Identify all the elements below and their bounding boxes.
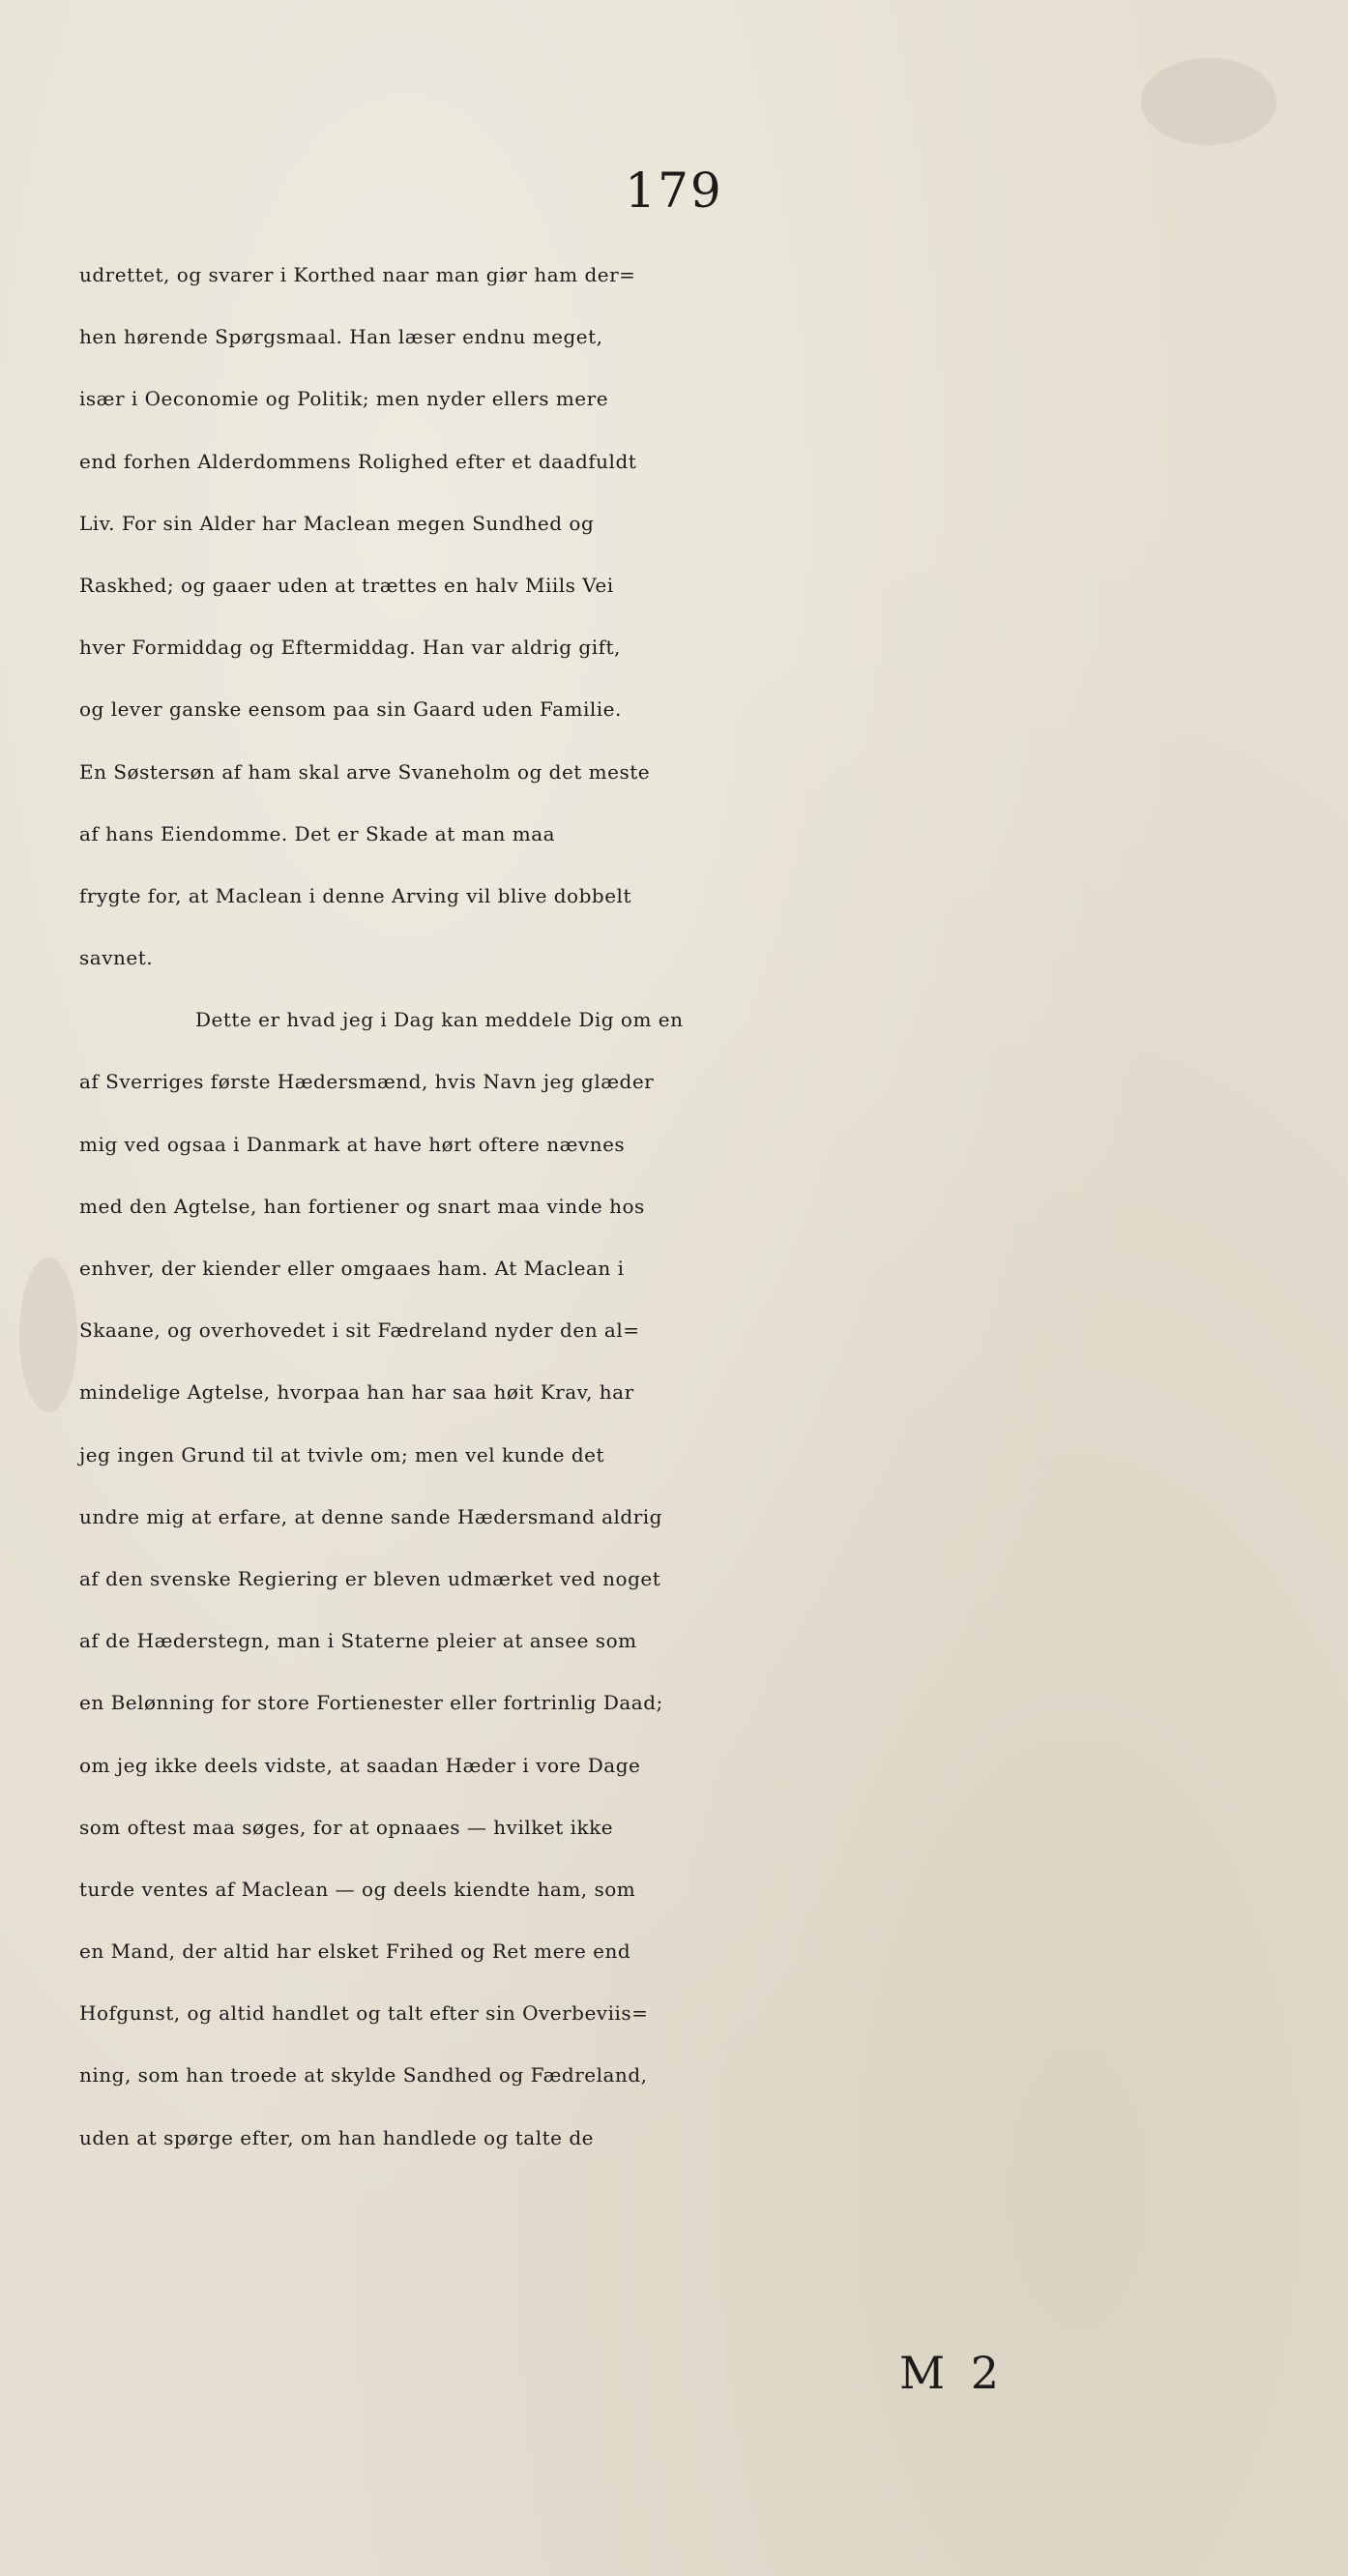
text-line: savnet.	[79, 946, 154, 970]
text-line: undre mig at erfare, at denne sande Hædersmand aldrig	[79, 1504, 662, 1528]
text-line: hver Formiddag og Eftermiddag. Han var aldrig gift,	[79, 636, 621, 660]
text-line: af den svenske Regiering er bleven udmærket ved noget	[79, 1566, 661, 1590]
paper-stain	[1141, 58, 1276, 145]
text-line: og lever ganske eensom paa sin Gaard uden Familie.	[79, 697, 622, 722]
text-line: hen hørende Spørgsmaal. Han læser endnu meget,	[79, 325, 603, 349]
text-line: især i Oeconomie og Politik; men nyder ellers mere	[79, 387, 609, 411]
text-line: enhver, der kiender eller omgaaes ham. At Maclean i	[79, 1257, 625, 1280]
page-number: 179	[625, 163, 723, 219]
text-line: jeg ingen Grund til at tvivle om; men vel kunde det	[79, 1442, 605, 1466]
text-line: mig ved ogsaa i Danmark at have hørt oftere nævnes	[79, 1132, 626, 1156]
text-line: en Mand, der altid har elsket Frihed og Ret mere end	[79, 1939, 631, 1964]
text-line: uden at spørge efter, om han handlede og talte de	[79, 2125, 594, 2149]
text-line: med den Agtelse, han fortiener og snart maa vinde hos	[79, 1194, 645, 1218]
text-line: Skaane, og overhovedet i sit Fædreland nyder den al=	[79, 1318, 640, 1343]
text-line: Raskhed; og gaaer uden at trættes en halv Miils Vei	[79, 573, 614, 597]
text-line: af hans Eiendomme. Det er Skade at man maa	[79, 821, 556, 845]
text-line: Hofgunst, og altid handlet og talt efter sin Overbeviis=	[79, 2001, 649, 2026]
text-line: af Sverriges første Hædersmænd, hvis Navn jeg glæder	[79, 1070, 655, 1094]
text-line: frygte for, at Maclean i denne Arving vil blive dobbelt	[79, 883, 631, 907]
text-line: udrettet, og svarer i Korthed naar man giør ham der=	[79, 263, 636, 286]
text-line: om jeg ikke deels vidste, at saadan Hæder i vore Dage	[79, 1753, 641, 1777]
signature-mark: M 2	[899, 2347, 1005, 2399]
text-line: som oftest maa søges, for at opnaaes — hvilket ikke	[79, 1815, 614, 1839]
text-line: Dette er hvad jeg i Dag kan meddele Dig om en	[195, 1008, 684, 1032]
text-line: Liv. For sin Alder har Maclean megen Sundhed og	[79, 511, 595, 535]
text-line: turde ventes af Maclean — og deels kiendte ham, som	[79, 1877, 636, 1901]
text-line: En Søstersøn af ham skal arve Svaneholm og det meste	[79, 759, 651, 784]
text-line: end forhen Alderdommens Rolighed efter et daadfuldt	[79, 449, 637, 473]
paper-stain	[19, 1258, 77, 1412]
text-line: af de Hæderstegn, man i Staterne pleier at ansee som	[79, 1629, 637, 1653]
body-text	[79, 244, 1336, 2169]
text-line: ning, som han troede at skylde Sandhed og Fædreland,	[79, 2063, 648, 2087]
text-line: mindelige Agtelse, hvorpaa han har saa høit Krav, har	[79, 1380, 634, 1405]
text-line: en Belønning for store Fortienester eller fortrinlig Daad;	[79, 1691, 663, 1715]
